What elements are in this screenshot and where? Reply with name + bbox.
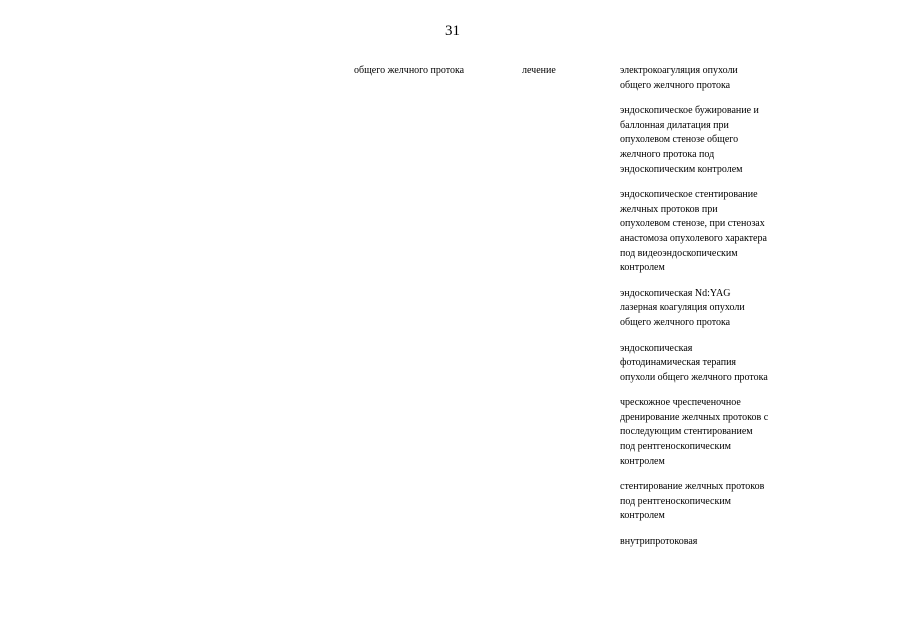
method-line: эндоскопическое бужирование и: [620, 105, 759, 117]
method-line: контролем: [620, 455, 665, 467]
page-number: 31: [445, 23, 460, 39]
method-entry: [620, 188, 800, 276]
method-entry: [620, 342, 800, 386]
method-line: эндоскопическим контролем: [620, 163, 743, 175]
method-line: эндоскопическая Nd:YAG: [620, 287, 731, 299]
method-entry: [620, 104, 800, 177]
method-line: опухоли общего желчного протока: [620, 371, 768, 383]
method-line: под видеоэндоскопическим: [620, 247, 738, 259]
method-line: желчного протока под: [620, 148, 715, 160]
method-line: под рентгеноскопическим: [620, 441, 732, 453]
method-line: стентирование желчных протоков: [620, 481, 765, 493]
method-line: под рентгеноскопическим: [620, 495, 732, 507]
method-line: дренирование желчных протоков с: [620, 411, 769, 423]
method-line: общего желчного протока: [620, 79, 731, 91]
method-line: фотодинамическая терапия: [620, 357, 737, 369]
method-entry: [620, 287, 800, 331]
method-line: желчных протоков при: [620, 203, 718, 215]
method-entry: [620, 396, 800, 469]
method-line: лазерная коагуляция опухоли: [620, 302, 745, 314]
method-line: баллонная дилатация при: [620, 119, 729, 131]
method-line: контролем: [620, 510, 665, 522]
methods-cell: [620, 64, 800, 561]
method-line: эндоскопическая: [620, 342, 693, 354]
method-line: опухолевом стенозе, при стенозах: [620, 218, 765, 230]
treatment-type-cell: лечение: [522, 65, 556, 76]
method-line: чрескожное чреспеченочное: [620, 397, 741, 409]
method-line: последующим стентированием: [620, 426, 753, 438]
method-line: общего желчного протока: [620, 316, 731, 328]
method-line: опухолевом стенозе общего: [620, 134, 739, 146]
localization-cell: общего желчного протока: [354, 65, 465, 76]
method-line: контролем: [620, 262, 665, 274]
method-entry: [620, 480, 800, 524]
method-line: внутрипротоковая: [620, 536, 698, 548]
method-entry: [620, 64, 800, 93]
method-line: анастомоза опухолевого характера: [620, 232, 767, 244]
method-line: эндоскопическое стентирование: [620, 189, 758, 201]
method-entry: [620, 535, 800, 550]
method-line: электрокоагуляция опухоли: [620, 65, 738, 76]
